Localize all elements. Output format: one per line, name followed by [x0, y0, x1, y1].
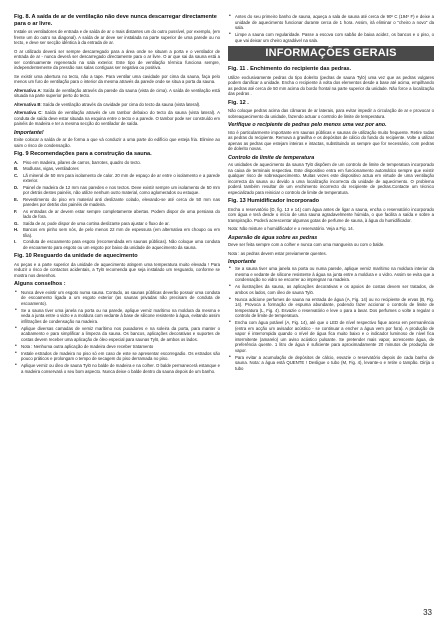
paragraph: O ar utilizado deverá ser sempre descarregado para a área onde se situam a porta e o ventilador de entrada de ar - nunca deverá ser descarregado directamente para o ar livre. O ar que sai da sauna está a ser continuamente regenerado na sala exterior. Este tipo de ventilação térmica funciona sempre, independentemente da pressão nas salas contíguas ser negativa ou positiva.	[14, 48, 220, 71]
list-item	[14, 166, 220, 172]
fig11-heading: Fig. 11 . Enchimento do recipiente das pedras.	[228, 66, 352, 72]
fig13-heading: Fig. 13 Humidificador incorporado	[228, 198, 320, 204]
fig9-list	[14, 160, 220, 251]
fig10-heading: Fig. 10 Resguardo da unidade de aquecimento	[14, 253, 138, 260]
paragraph: Utilize exclusivamente pedras do tipo dolerito (pedras de sauna Tylö) uma vez que as pedras vulgares podem danificar a unidade. Encha o recipiente à volta dos elementos desde a base até acima, empilhando as pedras até cerca de 50 mm acima do bordo frontal na parte superior da unidade. Não force a localização das pedras .	[228, 74, 434, 97]
tips-heading: Alguns conselhos :	[14, 281, 66, 288]
list-item: • Nota : Nenhuma outra aplicação de madeira deve receber tratamento	[14, 344, 220, 350]
limit-heading: Controlo de limite de temperatura	[228, 154, 315, 161]
item-text: Revestimento do piso em material anti deslizante colado, elevando-se até cerca de 50 mm nas paredes por detrás dos painéis de madeira.	[23, 196, 220, 208]
list-item	[14, 173, 220, 184]
note: Nota : as pedras devem estar previamente quentes.	[228, 250, 327, 256]
important-heading: Importante	[228, 259, 256, 265]
important-list	[228, 266, 434, 371]
item-letter: G.	[14, 220, 19, 226]
spray-heading: Aspersão de água sobre as pedras	[228, 234, 318, 241]
list-item: • Antes do seu primeiro banho de sauna, aqueça a sala de sauna até cerca de 90º C (194º F) e deixe a unidade de aquecimento funcionar durante cerca de 1 hora. Assim, irá eliminar o "cheiro a novo" da sala.	[228, 14, 434, 31]
note: Nota: Não misture o humidificador e o reservatório. Veja a Fig. 14.	[228, 226, 354, 232]
item-text: Piso em madeira, pilares de carros, barrotes, quadro do tecto.	[23, 159, 141, 165]
page-number: 33	[423, 608, 432, 617]
item-text: Saída de ar, pode dispor de uma cortina deslizante para ajustar o fluxo de ar.	[23, 220, 170, 226]
alternative-c-text: : Saída de ventilação através de um tambor debaixo do tecto da sauna (vista lateral). A conduta de saída deve estar situada na esquina entre o tecto e a parede. O tambor pode ser construído em painéis de madeira e ter a mesma secção do ventilador de saída.	[14, 110, 220, 127]
list-item: • Nunca adicione perfumes de sauna na entrada de água (A, Fig. 14) ou no recipiente de ervas (B, Fig. 14). Provoca a formação de espuma abundante, podendo fazer accionar o controlo de limite de temperatura (L, Fig. 4). Esvazie o reservatório e leve o para a lavar. Dos perfumes o volte a regular o controlo de limite de temperatura.	[228, 297, 434, 319]
list-item: • Instale estrados de madeira no piso só em caso de este se apresentar escorregadio. Os estrados são pouco práticos e prolongam o tempo de secagem do piso derramada no piso.	[14, 351, 220, 362]
item-text: Painel de madeira de 12 mm nas paredes e nos tectos. Deve existir sempre um isolamento de 50 mm por detrás destes painéis, não utilize nenhum outro material, como aglomerados ou estuque.	[23, 184, 220, 196]
item-letter: I.	[14, 239, 17, 245]
paragraph: As unidades de aquecimento da sauna Tylö dispõem de um controlo de limite de temperatura incorporado na caixa de terminais respectiva. Este dispositivo entra em funcionamento automático sempre que existir qualquer risco de sobreaquecimento. Muitas vezes este dispositivo actua em virtude de uma ventilação incorrecta da sauna ou devido a uma localização incorrecta da unidade de aquecimento. O problema poderá também resultar de um enchimento incorrecto do recipiente de pedras.Contacte um técnico especializado para reiniciar o controlo de limite de temperatura.	[228, 162, 434, 195]
item-letter: C.	[14, 172, 19, 178]
item-text: Bancos em pinho sem nós, de pelo menos 22 mm de espessura (em alternativa em choupo ou em tília).	[23, 227, 220, 238]
list-item	[14, 221, 220, 227]
paragraph: Se existir uma abertura no tecto, não a tape. Para ventilar uma cavidade por cima da sauna, faça pelo menos um furo de ventilação para o interior da mesma através da parede onde se situa a porta da sauna.	[14, 73, 220, 85]
alternative-b-label: Alternativa B	[14, 101, 41, 107]
paragraph: Deve ser feita sempre com a colher e nunca com uma mangueira ou com o balde.	[228, 242, 385, 247]
list-item	[14, 239, 220, 250]
list-item	[14, 227, 220, 238]
alternative-a-label: Alternativa A	[14, 87, 41, 93]
list-item: • Se a sauna tiver uma janela na porta ou na parede, aplique vemiz marítimo na moldura da mesma e veda a junta entre o vidro e a moldura com vedante à base de silicone resistente à água, evitando assim infiltrações de condensação na madeira.	[14, 308, 220, 325]
item-text: Lã mineral de 50 mm para isolamento de calor. 20 mm de espaço de ar entre o isolamento e a parede exterior.	[23, 172, 220, 184]
item-letter: H.	[14, 227, 19, 233]
item-text: Conduta de escoamento para esgoto (recomendada em saunas públicas). Não coloque uma conduta de escoamento para esgoto ou um esgoto por baixo da unidade de aquecimento da sauna.	[23, 239, 220, 250]
item-letter: B.	[14, 166, 19, 172]
list-item: • As ilustrações da sauna, as aplicações decorativas e os apoios de costas devem ser tratados, de ambos os lados, com óleo de sauna Tylö.	[228, 284, 434, 295]
alternative-c-label: Alternativa C	[14, 110, 42, 116]
list-item: • Limpe a sauna com regularidade. Passe a escova com sabão de baixa acidez, os bancos e o piso, o que vai deixar um cheiro agradável na sala.	[228, 32, 434, 43]
paragraph: Não coloque pedras acima das câmaras de ar laterais, para evitar impedir a circulação de ar e provocar o sobreaquecimento da unidade, fazendo actuar o controlo de limite de temperatura.	[228, 108, 434, 119]
important-heading: Importante!	[14, 129, 44, 136]
right-column	[228, 14, 434, 374]
left-column	[14, 14, 220, 377]
list-item	[14, 160, 220, 166]
fig8-heading: Fig. 8. A saída de ar de ventilação não deve nunca descarregar directamente para o ar livre.	[14, 14, 217, 27]
important-text: Evite colocar a saída de ar de forma a que vá conduzir a uma parte do edifício que esteja fria. Elimine ao saim o risco de condensação.	[14, 137, 220, 148]
list-item: • Nunca deve existir um esgoto numa sauna. Contudo, as saunas públicas deverão possuir uma conduta de escoamento ligada a um esgoto exterior (as saunas privadas não precisam de conduta de escoamento).	[14, 290, 220, 307]
alternative-a-text: : Saída de ventilação através da parede da sauna (vista de cima). A saída de ventilação está situada na parte superior perto do tecto.	[14, 87, 220, 99]
list-item	[14, 209, 220, 220]
item-letter: A.	[14, 159, 19, 165]
paragraph: Isto é particularmente importante em saunas públicas e saunas de utilização muito frequente. Retire todas as pedras do recipiente. Remova a gravilha e os depósitos de cálcio do fundo do recipiente. Volte a utilizar apenas as pedras que estejam inteiras e intactas, substituindo os sempre que for necessário, com pedras de dolerito novas.	[228, 129, 434, 152]
verify-heading: Verifique o recipiente de pedras pelo menos uma vez por ano.	[228, 122, 387, 129]
list-item: • Encha com água potável (A, Fig. 14), até que o LED de nível respectivo fique aceso em permanência (entra em acção um avisador acústico - se continuar a encher a água vem por fora). A produção de vapor é interrompida quando o nível de água fica muito baixo e o indicador luminoso de nível fica intermitente (amarelo) um aviso acústico pulsante. Se pretender mais vapor, acrescente água, de preferência quente. 1 litro de água é suficiente para aproximadamente 20 minutos de produção de vapor.	[228, 320, 434, 353]
list-item: • Aplique diversas camadas de vemiz marítimo nos puxadores e na soleira da porta, para manter o acabamento e para simplificar a limpeza da sauna. Os bancos, aplicações decorativas e suportes de costas devem receber uma aplicação de óleo especial para saunas Tylö, de ambos os lados.	[14, 326, 220, 343]
section-banner: INFORMAÇÕES GERAIS	[228, 46, 434, 61]
item-letter: D.	[14, 184, 19, 190]
top-bullets	[228, 14, 434, 43]
paragraph: As peças e a parte superior da unidade de aquecimento atingem uma temperatura muito elevada ! Para reduzir o risco de contactos acidentais, a Tylö recomenda que seja instalado um resguardo, conforme se mostra nos desenhos.	[14, 261, 220, 278]
tips-list	[14, 290, 220, 375]
alternative-c	[14, 110, 220, 127]
paragraph: Instale os ventiladores de entrada e de saída de ar o mais distantes um do outro possível, por exemplo, (em frente um do outro na diagonal). A saída de ar deve ser instalada na parte superior de uma parede ou no tecto, e deve ser secção idêntica à da entrada de ar.	[14, 29, 220, 46]
fig12-heading: Fig. 12 .	[228, 99, 249, 106]
item-text: Modluras, vigas, ventiladores	[23, 166, 79, 172]
alternative-b	[14, 102, 220, 108]
list-item: • Se a sauna tiver uma janela na porta ou numa parede, aplique vemiz marítimo na moldura interior da mesma e vedante de silicone resistente à água na junta entre a moldura e o vidro. Assim se evita que a condensação no vidro se escorrer ao impregnar na madeira.	[228, 266, 434, 283]
list-item: • Aplique vemiz ou óleo de sauna Tylö no balde de madeira e na colher. O balde permanecerá estanque e a madeira conservará o seu bom aspecto. Nunca deixe o balde dentro da sauna depois de um banho.	[14, 363, 220, 374]
item-letter: F.	[14, 208, 18, 214]
alternative-a	[14, 88, 220, 99]
item-letter: E.	[14, 196, 19, 202]
fig9-heading: Fig. 9 Recomendações para a construção da sauna.	[14, 151, 152, 158]
paragraph: Encha o reservatório (D, fig. 13 e 14) com água antes de ligar a sauna, encha o reservatório incorporado com água e terá desde o início de uma sauna agradavelmente húmida, o que facilita a saída e sobre a transpiração. Poderá acrescentar algumas gotas de perfume de sauna, à água do humidificador.	[228, 206, 434, 223]
list-item	[14, 185, 220, 196]
list-item: • Para evitar a acumulação de depósitos de cálcio, esvazie o reservatório depois de cada banho de sauna. Nota: a água está QUENTE ! Desligue o tubo (M, Fig. 4), levante-o e retire o tampão. Dirija o tubo	[228, 355, 434, 372]
list-item	[14, 197, 220, 208]
item-text: As entradas de ar devem estar sempre completamente abertas. Podem dispor de uma persiana do lado de fora.	[23, 208, 220, 220]
alternative-b-text: : Saída de ventilação através da cavidade por cima do tecto da sauna (vista lateral).	[40, 101, 201, 107]
